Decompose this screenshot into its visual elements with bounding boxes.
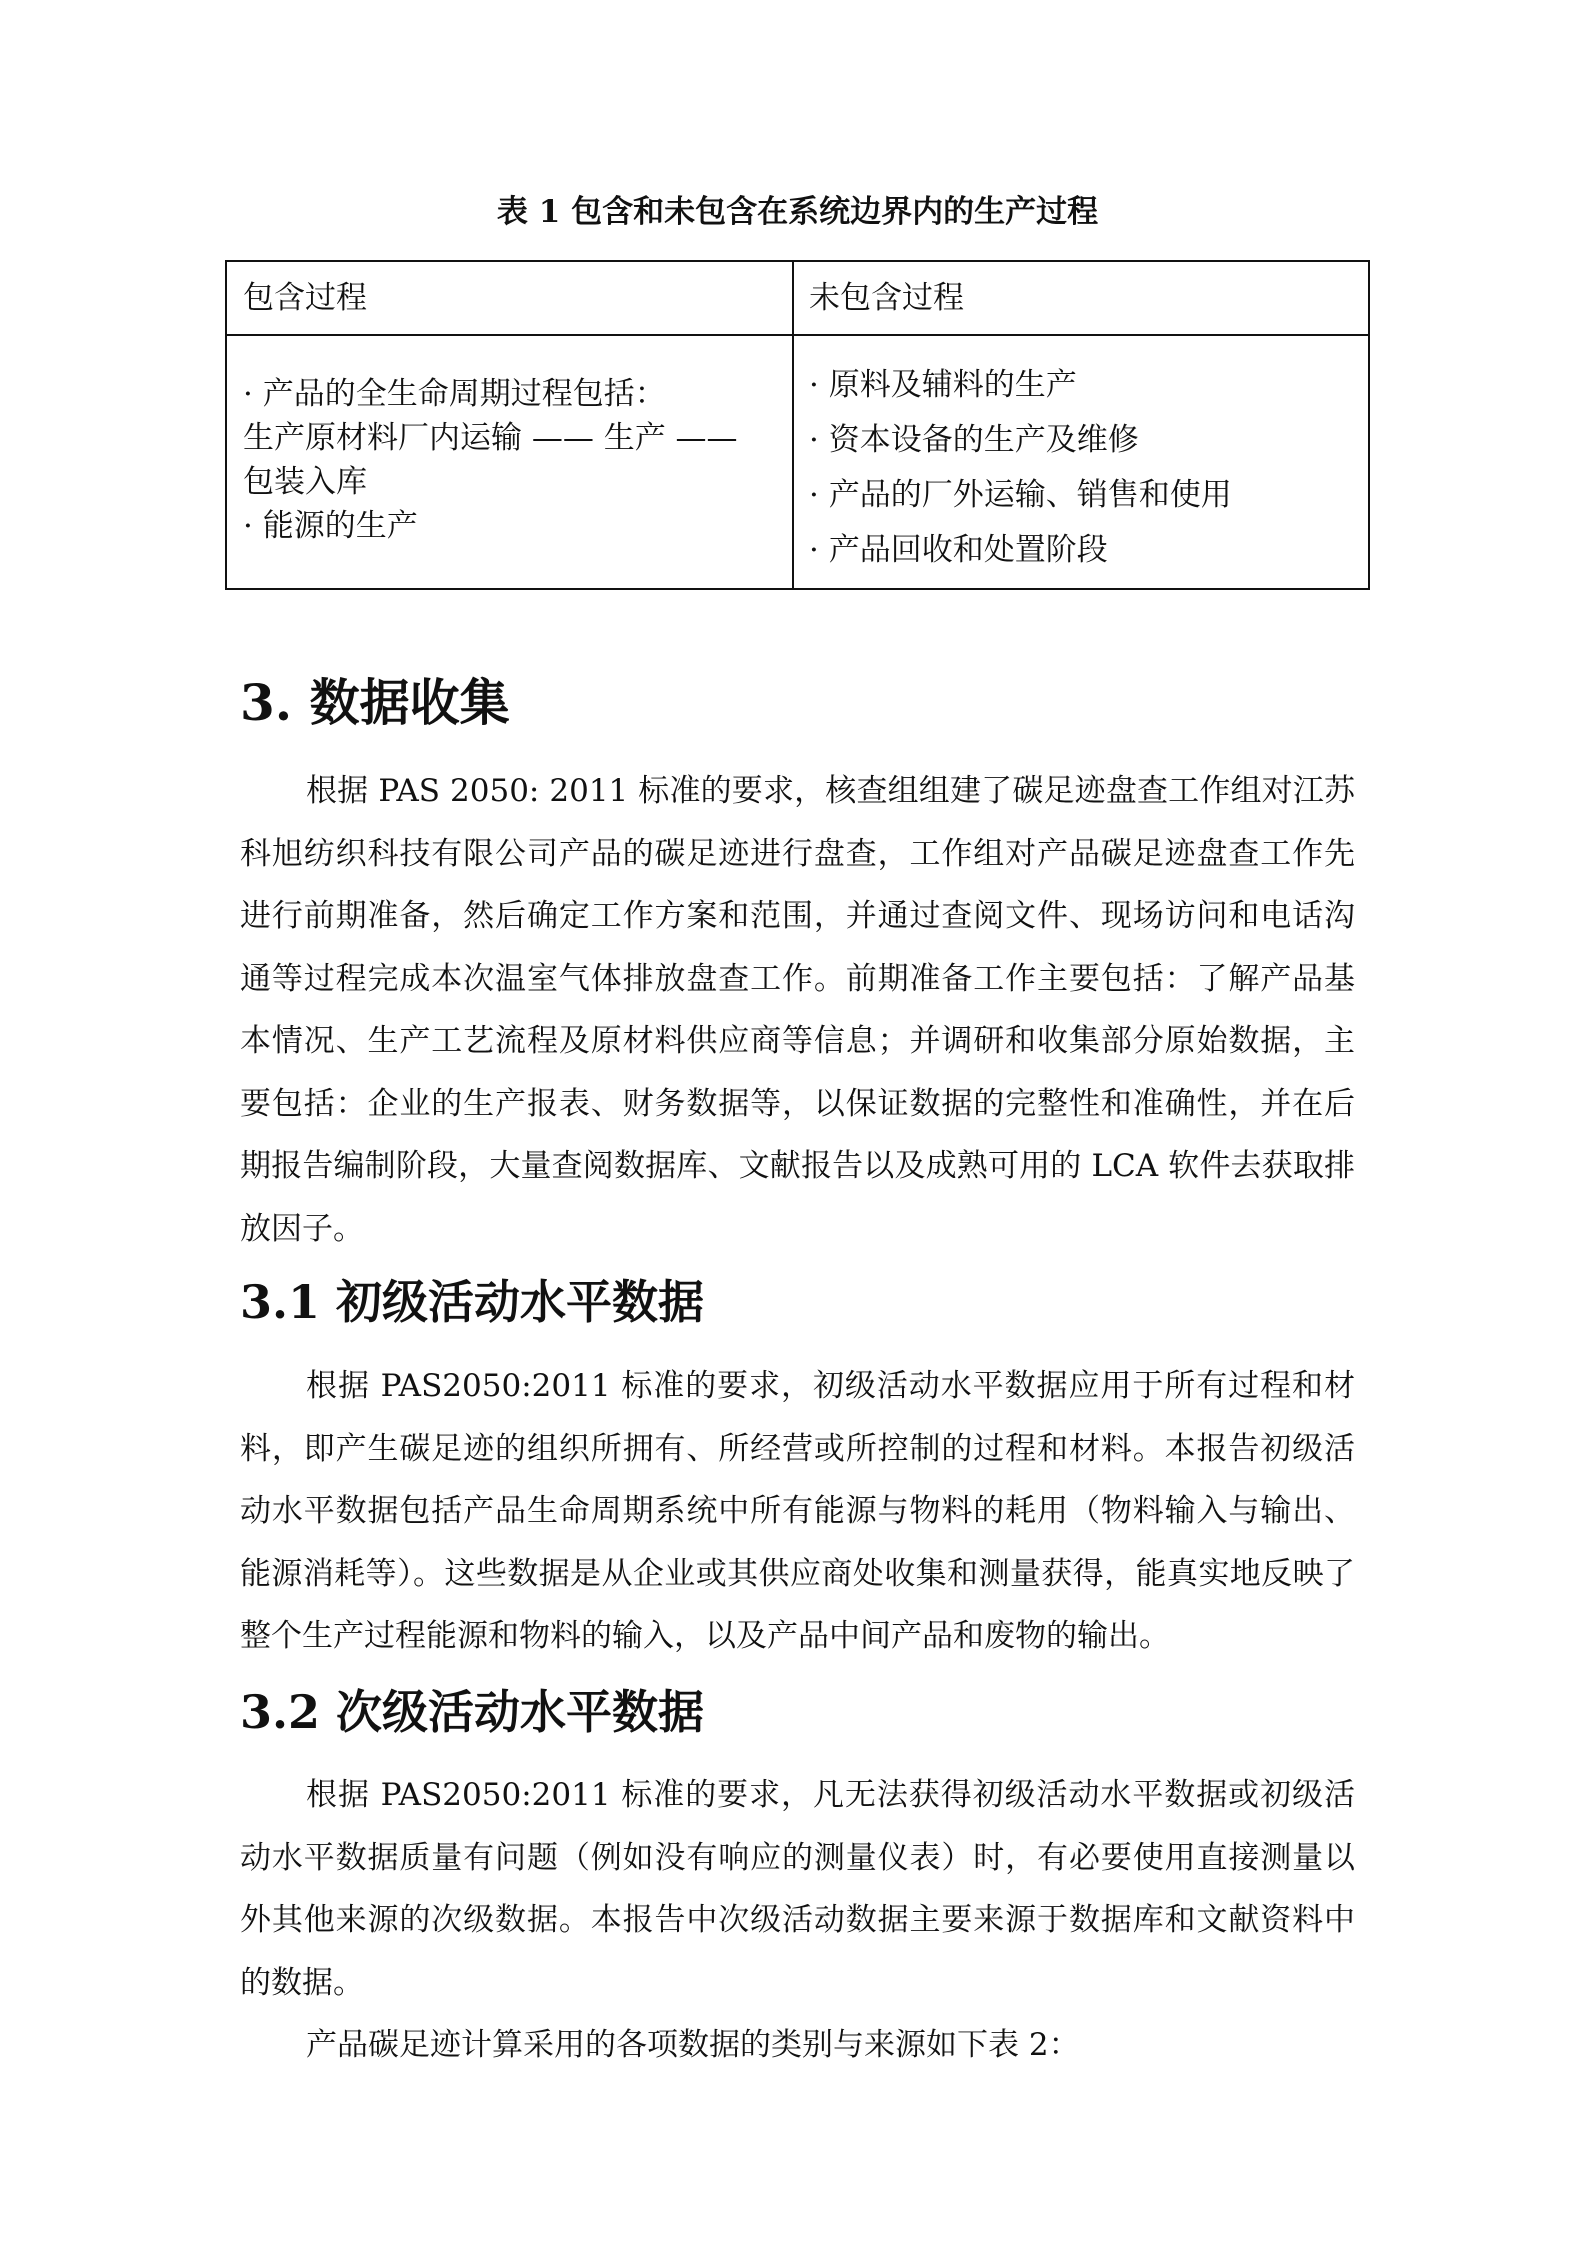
- table-header-excluded: 未包含过程: [809, 280, 964, 316]
- subsection-heading-secondary-data: 3.2 次级活动水平数据: [240, 1685, 705, 1739]
- section-heading-data-collection: 3. 数据收集: [240, 673, 510, 732]
- subsection-paragraph: 根据 PAS2050:2011 标准的要求，凡无法获得初级活动水平数据或初级活动水平数据质量有问题（例如没有响应的测量仪表）时，有必要使用直接测量以外其他来源的次级数据。本报告中次级活动数据主要来源于数据库和文献资料中的数据。: [240, 1777, 1355, 2001]
- table-cell-included: [243, 372, 773, 548]
- excluded-item: · 产品的厂外运输、销售和使用: [809, 477, 1232, 513]
- table-header-included: 包含过程: [243, 280, 367, 316]
- subsection-heading-primary-data: 3.1 初级活动水平数据: [240, 1275, 705, 1329]
- subsection-paragraph: 产品碳足迹计算采用的各项数据的类别与来源如下表 2：: [306, 2027, 1080, 2063]
- table-cell-excluded: [809, 358, 1349, 578]
- table-column-divider: [792, 262, 794, 588]
- section-paragraph: 根据 PAS 2050: 2011 标准的要求，核查组组建了碳足迹盘查工作组对江苏科旭纺织科技有限公司产品的碳足迹进行盘查，工作组对产品碳足迹盘查工作先进行前期准备，然后确定工作方案和范围，并通过查阅文件、现场访问和电话沟通等过程完成本次温室气体排放盘查工作。前期准备工作主要包括：了解产品基本情况、生产工艺流程及原材料供应商等信息；并调研和收集部分原始数据，主要包括：企业的生产报表、财务数据等，以保证数据的完整性和准确性，并在后期报告编制阶段，大量查阅数据库、文献报告以及成熟可用的 LCA 软件去获取排放因子。: [240, 773, 1355, 1247]
- table-header-divider: [227, 334, 1368, 336]
- excluded-item: · 资本设备的生产及维修: [809, 422, 1139, 458]
- included-item: · 产品的全生命周期过程包括：: [243, 376, 666, 412]
- excluded-item: · 原料及辅料的生产: [809, 367, 1077, 403]
- excluded-item: · 产品回收和处置阶段: [809, 532, 1108, 568]
- table-caption: 表 1 包含和未包含在系统边界内的生产过程: [496, 194, 1099, 230]
- subsection-paragraph: 根据 PAS2050:2011 标准的要求，初级活动水平数据应用于所有过程和材料，即产生碳足迹的组织所拥有、所经营或所控制的过程和材料。本报告初级活动水平数据包括产品生命周期系统中所有能源与物料的耗用（物料输入与输出、能源消耗等）。这些数据是从企业或其供应商处收集和测量获得，能真实地反映了整个生产过程能源和物料的输入，以及产品中间产品和废物的输出。: [240, 1368, 1355, 1654]
- boundary-table: [225, 260, 1370, 590]
- included-item: 包装入库: [243, 464, 367, 500]
- included-item: 生产原材料厂内运输 —— 生产 ——: [243, 420, 738, 456]
- included-item: · 能源的生产: [243, 508, 418, 544]
